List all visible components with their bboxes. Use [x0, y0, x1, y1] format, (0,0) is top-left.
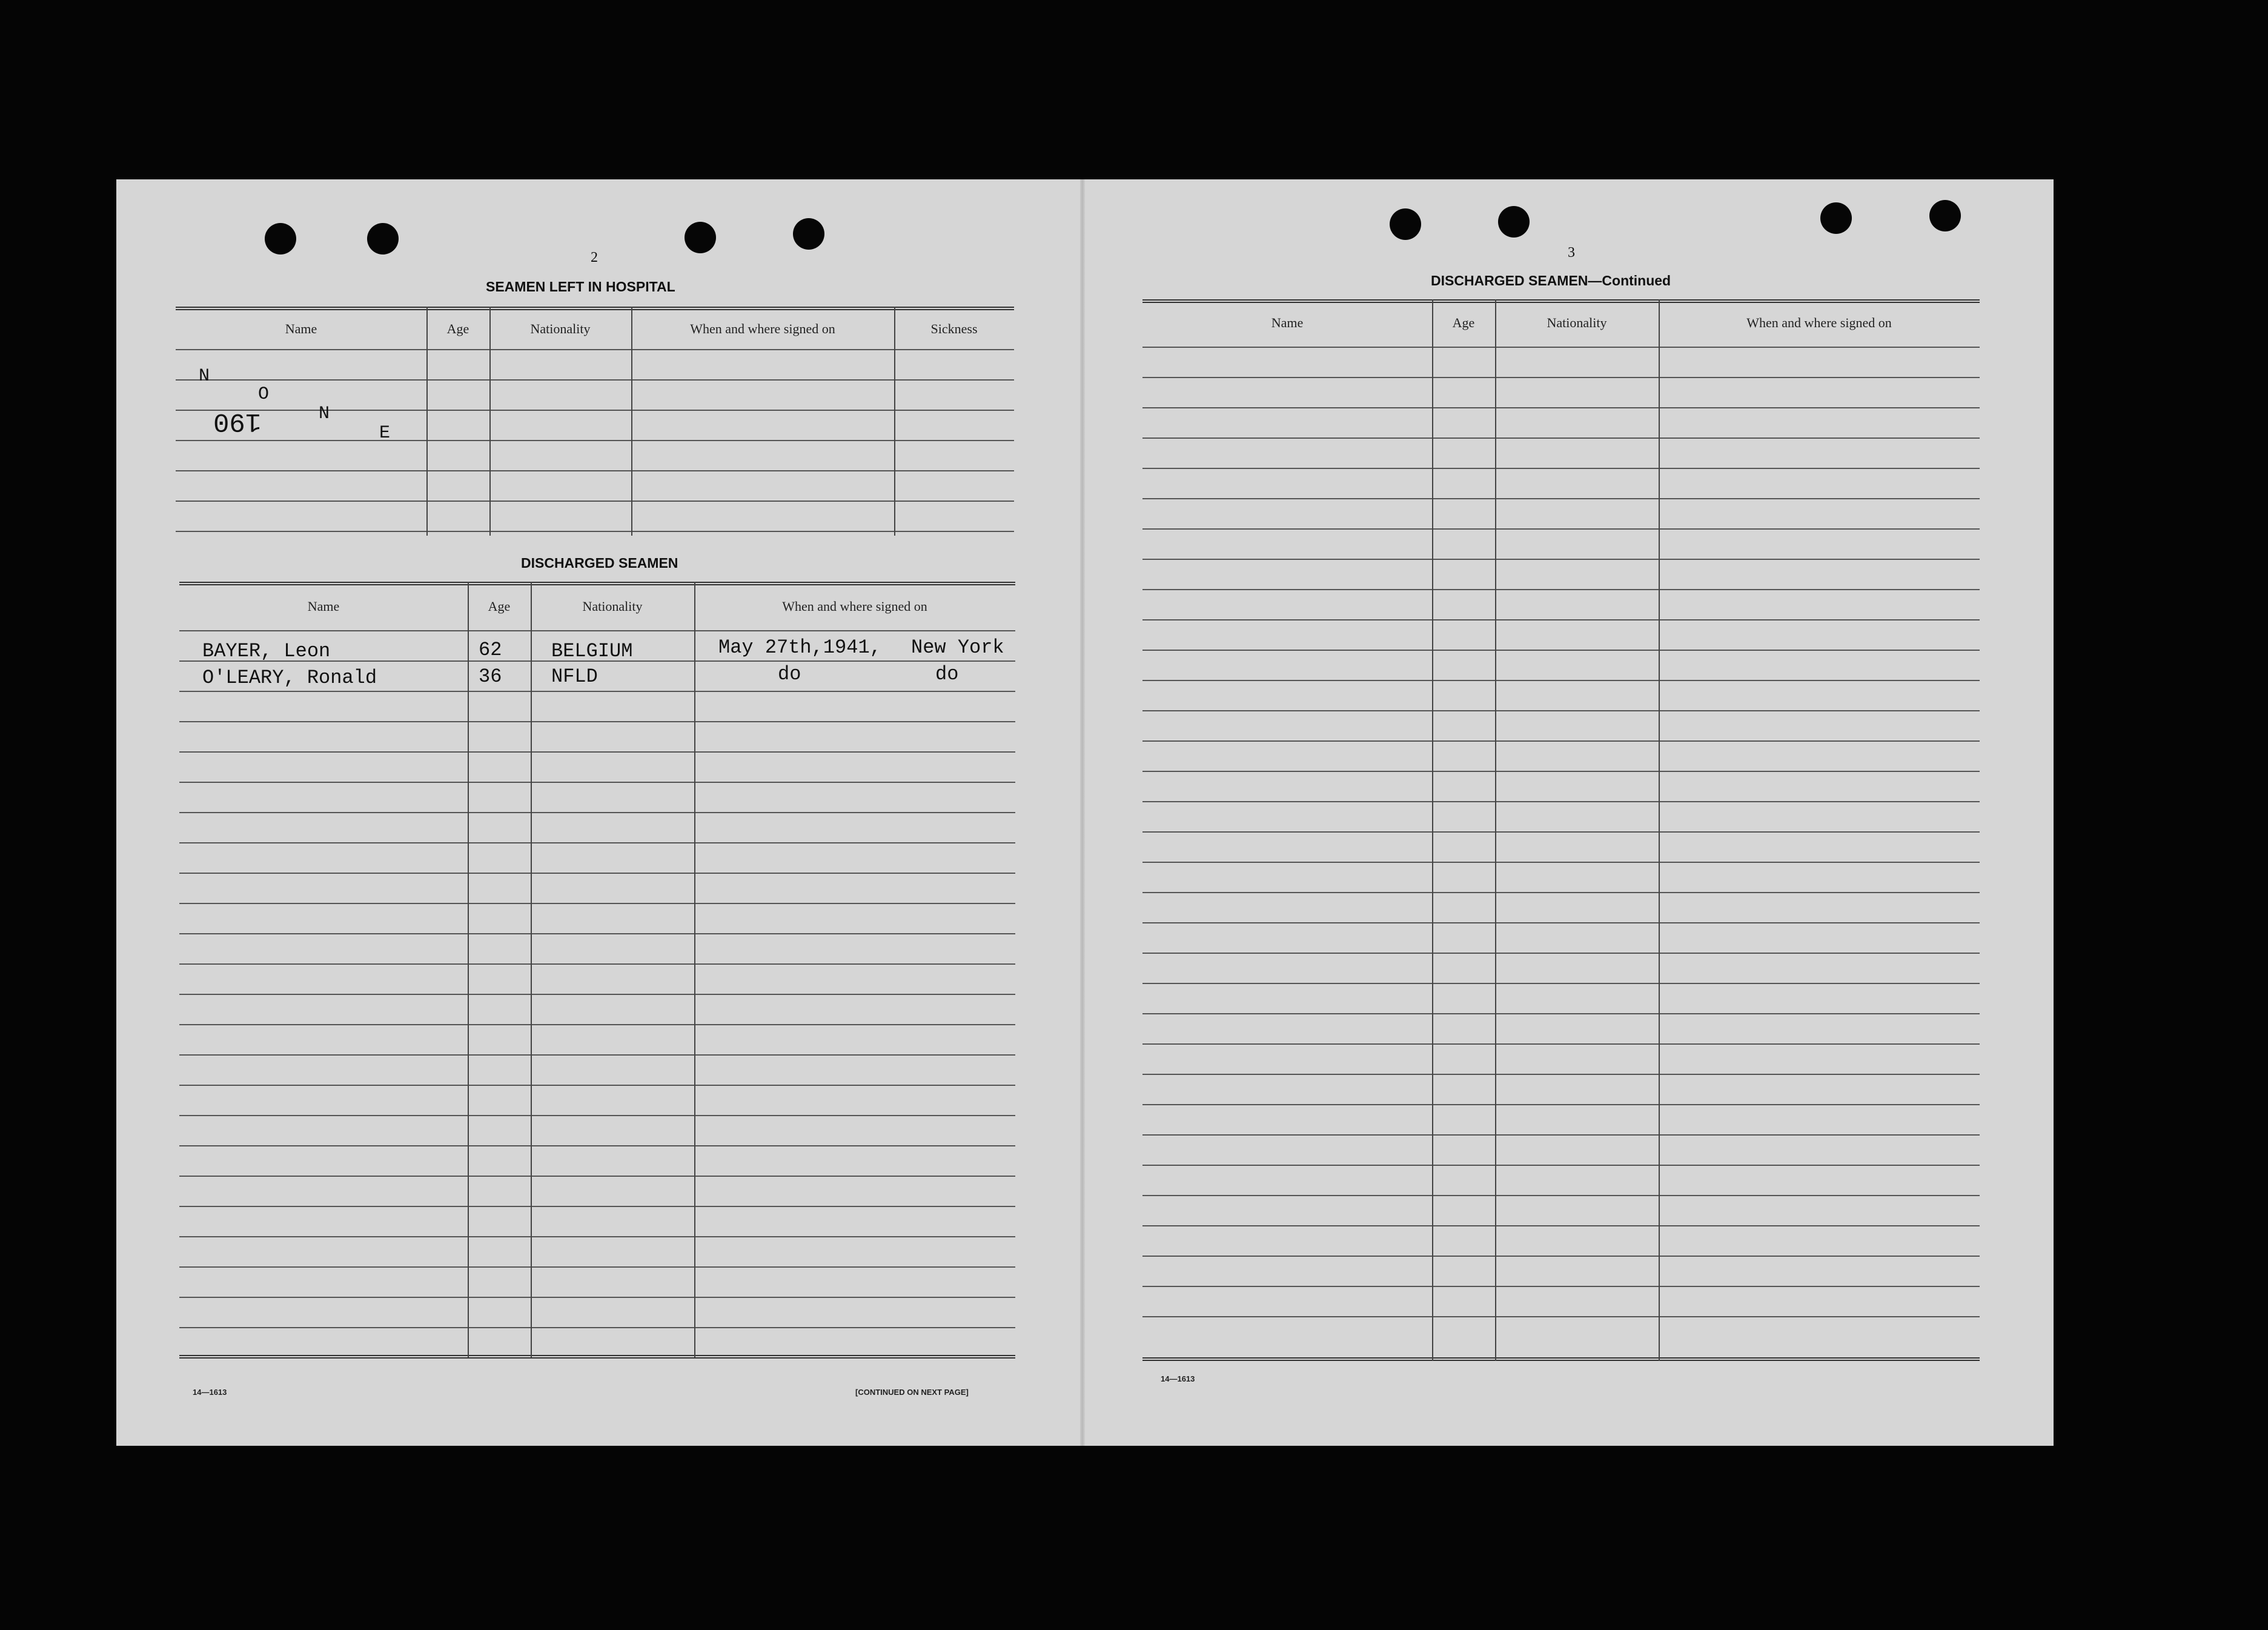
- seaman-signed-place: do: [935, 663, 959, 685]
- page-number-left: 2: [591, 250, 598, 265]
- seaman-nationality: NFLD: [551, 665, 598, 688]
- center-fold: [1080, 179, 1085, 1446]
- continued-header-nationality: Nationality: [1547, 315, 1607, 330]
- hospital-header-name: Name: [285, 321, 317, 336]
- discharged-header-nationality: Nationality: [582, 599, 643, 614]
- hospital-table: [176, 307, 1014, 537]
- none-stamp-n1: N: [199, 366, 210, 387]
- discharged-header-age: Age: [488, 599, 511, 614]
- punch-hole: [1820, 202, 1852, 234]
- none-stamp-n2: N: [319, 404, 330, 424]
- continued-note: [CONTINUED ON NEXT PAGE]: [855, 1388, 969, 1397]
- discharged-section-title: DISCHARGED SEAMEN: [521, 555, 678, 571]
- seaman-name: O'LEARY, Ronald: [202, 667, 377, 689]
- seaman-signed-place: New York: [911, 636, 1004, 659]
- punch-hole: [1929, 200, 1961, 231]
- none-stamp-e: E: [379, 423, 391, 444]
- discharged-continued-title: DISCHARGED SEAMEN—Continued: [1431, 273, 1671, 288]
- hospital-header-age: Age: [446, 321, 469, 336]
- continued-header-signed-on: When and where signed on: [1746, 315, 1892, 330]
- seaman-nationality: BELGIUM: [551, 640, 633, 662]
- seaman-signed-date: May 27th,1941,: [718, 636, 881, 659]
- none-stamp-o: O: [258, 384, 270, 405]
- continued-header-age: Age: [1452, 315, 1475, 330]
- seaman-age: 36: [479, 665, 502, 688]
- continued-header-name: Name: [1271, 315, 1304, 330]
- punch-hole: [685, 222, 716, 253]
- form-number-left: 14—1613: [193, 1388, 227, 1397]
- page-number-right: 3: [1568, 245, 1575, 261]
- discharged-header-signed-on: When and where signed on: [782, 599, 927, 614]
- seaman-signed-date: do: [778, 663, 801, 685]
- discharged-continued-table: [1142, 299, 1980, 1366]
- punch-hole: [1498, 206, 1530, 238]
- form-number-right: 14—1613: [1161, 1374, 1195, 1383]
- rotated-number: 190: [213, 406, 262, 436]
- hospital-header-nationality: Nationality: [530, 321, 591, 336]
- punch-hole: [265, 223, 296, 254]
- seaman-age: 62: [479, 639, 502, 661]
- discharged-header-name: Name: [307, 599, 340, 614]
- seaman-name: BAYER, Leon: [202, 640, 331, 662]
- hospital-section-title: SEAMEN LEFT IN HOSPITAL: [486, 279, 675, 294]
- punch-hole: [793, 218, 824, 250]
- punch-hole: [367, 223, 399, 254]
- discharged-table: [179, 582, 1015, 1382]
- hospital-header-sickness: Sickness: [930, 321, 978, 336]
- hospital-header-signed-on: When and where signed on: [690, 321, 835, 336]
- punch-hole: [1390, 208, 1421, 240]
